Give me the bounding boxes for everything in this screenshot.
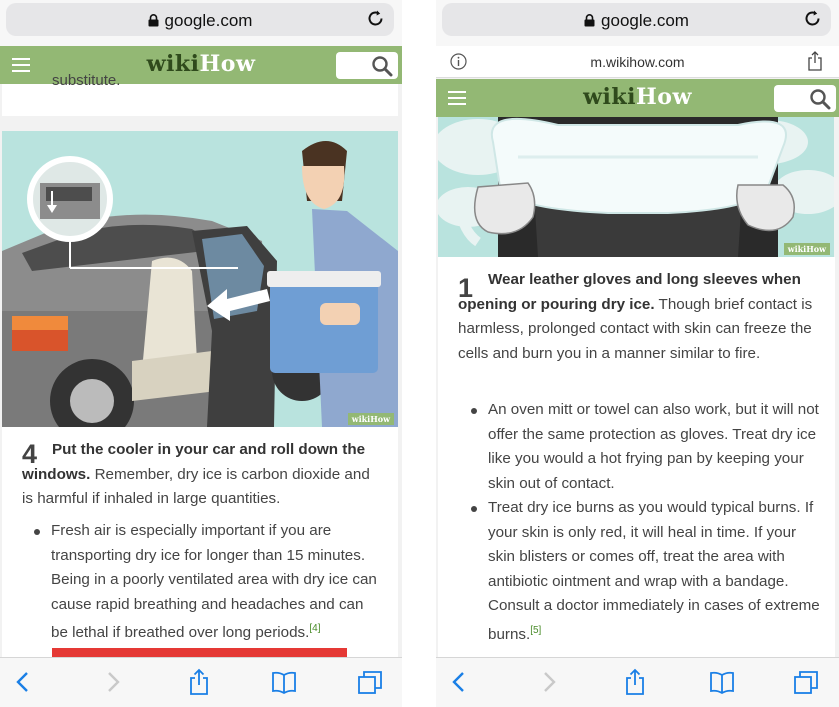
search-box[interactable] [774,85,836,112]
wikihow-logo[interactable]: wikiHow [583,84,692,110]
step-headline: Wear leather gloves and long sleeves when opening or pouring dry ice. [458,271,801,313]
wikihow-watermark: wikiHow [348,413,394,425]
lock-icon [148,14,159,27]
step-number: 4 [22,439,38,469]
bullet-text: Treat dry ice burns as you would typical burns. If your skin is only red, it will heal in time. If your skin blisters or comes off, treat the area with antibiotic ointment and wrap with a bandage. Consult a doctor immediately in cases of extreme burns. [488,499,820,643]
previous-step-text: substitute. [52,72,121,89]
list-item [488,398,823,496]
reload-icon[interactable] [803,9,823,29]
step-description [22,438,382,512]
bookmarks-icon[interactable] [270,668,298,696]
step-body: Remember, dry ice is carbon dioxide and is harmful if inhaled in large quantities. [22,465,370,507]
tabs-icon[interactable] [356,668,384,696]
browser-toolbar [436,657,839,707]
advertisement-banner[interactable] [52,648,347,657]
right-phone-screen [436,0,839,707]
share-icon[interactable] [621,668,649,696]
step-headline: Put the cooler in your car and roll down the windows. [22,441,366,483]
step-content [438,257,835,657]
list-item [488,496,823,647]
wikihow-header [436,79,839,117]
step-body: Though brief contact is harmless, prolonged contact with skin can freeze the cells and burn you in a manner similar to fire. [458,295,813,362]
share-icon[interactable] [185,668,213,696]
bookmarks-icon[interactable] [708,668,736,696]
address-bar[interactable] [442,3,831,36]
url-display[interactable]: google.com [442,11,831,31]
forward-icon[interactable] [534,668,562,696]
step-illustration [2,131,398,427]
site-info-bar [436,46,839,78]
step-description [458,268,823,366]
back-icon[interactable] [446,668,474,696]
share-icon[interactable] [807,51,823,71]
previous-step-tail [2,72,398,116]
forward-icon[interactable] [98,668,126,696]
step-number: 1 [458,273,474,303]
bullet-text: Fresh air is especially important if you are transporting dry ice for longer than 15 minutes. Being in a poorly ventilated area with dry ice can cause rapid breathing and headaches and can be lethal if breathed over long periods. [51,522,377,641]
step-illustration [438,117,834,257]
lock-icon [584,14,595,27]
search-box[interactable] [336,52,398,79]
left-phone-screen [0,0,402,707]
dry-ice-illustration [438,117,834,257]
browser-address-area [0,0,402,46]
bullet-text: An oven mitt or towel can also work, but it will not offer the same protection as gloves. Treat dry ice like you would a hot frying pan by keeping your skin out of contact. [488,401,819,492]
bullet-dot [34,529,40,535]
list-item [51,519,381,646]
citation-link[interactable]: [5] [530,624,542,636]
reload-icon[interactable] [366,9,386,29]
wikihow-watermark: wikiHow [784,243,830,255]
address-bar[interactable] [6,3,394,36]
step-content [2,427,398,657]
bullet-dot [471,408,477,414]
bullet-dot [471,506,477,512]
search-icon[interactable] [809,88,831,110]
tabs-icon[interactable] [792,668,820,696]
browser-toolbar [0,657,402,707]
wikihow-logo[interactable]: wikiHow [146,51,256,77]
site-domain: m.wikihow.com [590,54,685,70]
search-icon[interactable] [371,55,393,77]
back-icon[interactable] [10,668,38,696]
car-cooler-illustration [2,131,398,427]
url-display[interactable]: google.com [6,11,394,31]
citation-link[interactable]: [4] [309,623,321,634]
browser-address-area [436,0,839,46]
